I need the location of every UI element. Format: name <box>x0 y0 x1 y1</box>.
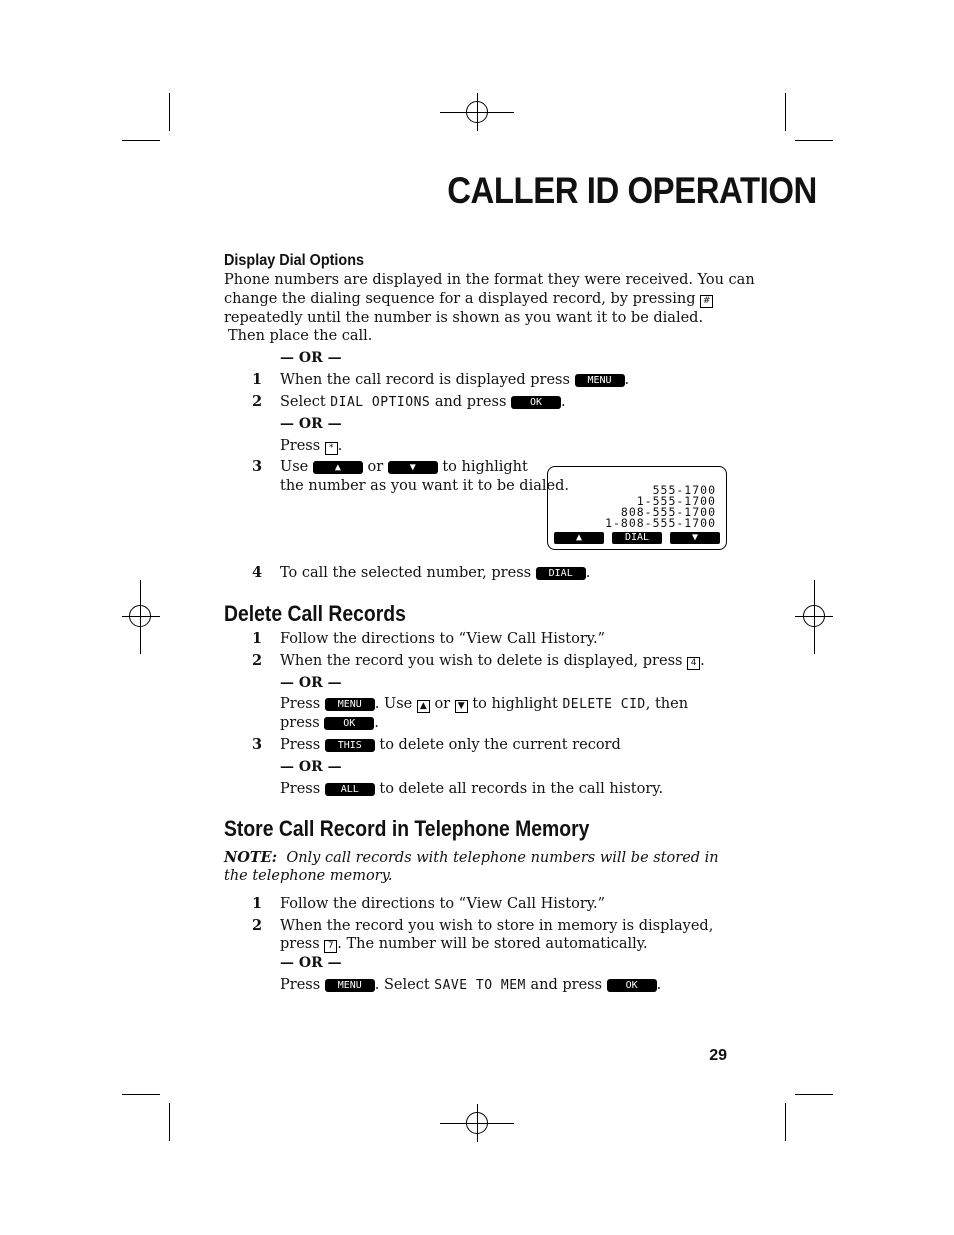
screen-up-softkey: ▲ <box>554 532 604 544</box>
dial-step-4: To call the selected number, press DIAL . <box>280 565 591 581</box>
intro-line-2-text: change the dialing sequence for a displayed record, by pressing <box>224 291 696 307</box>
delete-step-3 <box>280 736 621 755</box>
star-key-icon: * <box>325 442 338 455</box>
dial-step-2-text-b: and press <box>434 394 507 410</box>
store-step-2-text-b: . The number will be stored automatically. <box>337 936 648 952</box>
page-title: CALLER ID OPERATION <box>447 170 817 211</box>
and-press-text: and press <box>530 977 603 993</box>
this-softkey: THIS <box>325 739 375 752</box>
delete-alt-line-1 <box>280 695 688 714</box>
delete-all-text: to delete all records in the call history. <box>379 781 664 797</box>
step-number: 2 <box>252 393 263 410</box>
or-divider: — OR — <box>280 675 342 691</box>
press-text: Press <box>280 438 321 454</box>
intro-line-2 <box>224 290 713 309</box>
handset-display-screen <box>547 466 727 550</box>
store-record-heading: Store Call Record in Telephone Memory <box>224 816 590 841</box>
step-number: 2 <box>252 652 263 669</box>
intro-line-1: Phone numbers are displayed in the format they were received. You can <box>224 272 755 288</box>
dial-step-3 <box>280 458 528 477</box>
or-text: or <box>367 459 384 475</box>
step-number: 3 <box>252 736 263 753</box>
intro-line-3: repeatedly until the number is shown as you want it to be dialed. <box>224 310 704 326</box>
highlight-text: to highlight <box>442 459 528 475</box>
ok-softkey: OK <box>324 717 374 730</box>
screen-number-line: 1-555-1700 <box>636 494 716 508</box>
down-arrow-softkey: ▼ <box>388 461 438 474</box>
select-text: . Select <box>374 977 430 993</box>
store-step-2: When the record you wish to store in memory is displayed, <box>280 918 714 934</box>
four-key-icon: 4 <box>687 657 700 670</box>
press-text: Press <box>280 977 321 993</box>
menu-softkey: MENU <box>325 698 375 711</box>
dial-step-1: When the call record is displayed press MENU . <box>280 372 630 388</box>
delete-step-2-text: When the record you wish to delete is displayed, press <box>280 653 683 669</box>
dial-step-4-text: To call the selected number, press <box>280 565 532 581</box>
delete-all-line <box>280 780 663 799</box>
all-softkey: ALL <box>325 783 375 796</box>
seven-key-icon: 7 <box>324 940 337 953</box>
step-number: 1 <box>252 630 263 647</box>
step-number: 2 <box>252 917 263 934</box>
use-text: Use <box>280 459 309 475</box>
intro-line-4: Then place the call. <box>228 328 373 344</box>
press-text: Press <box>280 696 321 712</box>
dial-options-lcd-text: DIAL OPTIONS <box>330 395 431 410</box>
screen-number-line: 555-1700 <box>652 483 716 497</box>
display-dial-heading: Display Dial Options <box>224 252 365 269</box>
delete-records-heading: Delete Call Records <box>224 601 406 626</box>
dial-softkey: DIAL <box>536 567 586 580</box>
press-text: Press <box>280 781 321 797</box>
delete-cid-lcd-text: DELETE CID <box>562 697 646 712</box>
highlight-text: to highlight <box>472 696 558 712</box>
note-line-2: the telephone memory. <box>224 868 393 884</box>
store-step-1: Follow the directions to “View Call History.” <box>280 896 606 912</box>
note-label: NOTE: <box>224 849 278 866</box>
step-number: 1 <box>252 371 263 388</box>
dial-step-2-text: Select <box>280 394 326 410</box>
delete-alt-line-2: press OK . <box>280 715 379 731</box>
pound-key-icon: # <box>700 295 713 308</box>
or-divider: — OR — <box>280 350 342 366</box>
delete-step-3-text: to delete only the current record <box>379 737 621 753</box>
press-text: press <box>280 715 320 731</box>
down-key-icon: ▼ <box>455 700 468 713</box>
note-line-1 <box>224 848 719 868</box>
then-text: , then <box>645 696 689 712</box>
menu-softkey: MENU <box>325 979 375 992</box>
press-text: Press <box>280 737 321 753</box>
delete-step-1: Follow the directions to “View Call History.” <box>280 631 606 647</box>
press-star-line: Press * . <box>280 438 343 454</box>
screen-down-softkey: ▼ <box>670 532 720 544</box>
press-text: press <box>280 936 320 952</box>
screen-dial-softkey: DIAL <box>612 532 662 544</box>
store-step-2-line-2 <box>280 935 648 954</box>
dial-step-1-text: When the call record is displayed press <box>280 372 570 388</box>
use-text: . Use <box>374 696 413 712</box>
step-number: 4 <box>252 564 263 581</box>
or-divider: — OR — <box>280 759 342 775</box>
note-text: Only call records with telephone numbers will be stored in <box>286 850 719 866</box>
ok-softkey: OK <box>511 396 561 409</box>
screen-number-line: 808-555-1700 <box>620 505 716 519</box>
or-text: or <box>434 696 451 712</box>
menu-softkey: MENU <box>575 374 625 387</box>
ok-softkey: OK <box>607 979 657 992</box>
store-alt-line: Press MENU . Select SAVE TO MEM and press OK . <box>280 977 662 993</box>
step-number: 1 <box>252 895 263 912</box>
page-number: 29 <box>709 1047 727 1064</box>
or-divider: — OR — <box>280 955 342 971</box>
screen-number-line: 1-808-555-1700 <box>605 516 716 530</box>
or-divider: — OR — <box>280 416 342 432</box>
save-to-mem-lcd-text: SAVE TO MEM <box>434 978 526 993</box>
step-number: 3 <box>252 458 263 475</box>
dial-step-3-line-2: the number as you want it to be dialed. <box>280 478 569 494</box>
up-arrow-softkey: ▲ <box>313 461 363 474</box>
dial-step-2: Select DIAL OPTIONS and press OK . <box>280 394 566 410</box>
delete-step-2: When the record you wish to delete is displayed, press 4 . <box>280 653 705 669</box>
up-key-icon: ▲ <box>417 700 430 713</box>
